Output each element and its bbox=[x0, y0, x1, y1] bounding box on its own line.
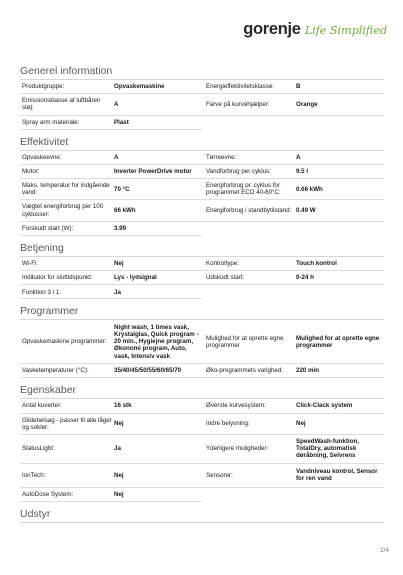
spec-row bbox=[20, 94, 384, 115]
spec-label: Vasketemperaturer (°C): bbox=[22, 367, 89, 375]
spec-value: 66 kWh bbox=[114, 207, 136, 215]
spec-row bbox=[20, 222, 384, 236]
spec-value: Nej bbox=[114, 491, 124, 499]
spec-label: Wi-Fi: bbox=[22, 259, 39, 267]
spec-label: Maks. temperatur for indgående vand: bbox=[22, 182, 110, 197]
spec-value: 16 stk bbox=[114, 402, 132, 410]
spec-label: Opvaskemaskine programmer: bbox=[22, 338, 107, 346]
spec-row bbox=[20, 165, 384, 179]
spec-label: Øko-programmets varighed: bbox=[206, 367, 284, 375]
spec-label: Funktion 3 i 1: bbox=[22, 288, 61, 296]
spec-row bbox=[20, 116, 384, 130]
spec-value: A bbox=[114, 153, 119, 161]
spec-value: Inverter PowerDrive motor bbox=[114, 167, 192, 175]
section-title: Udstyr bbox=[20, 506, 384, 523]
spec-row bbox=[20, 414, 384, 435]
section-title: Egenskaber bbox=[20, 382, 384, 399]
spec-value: Nej bbox=[296, 420, 306, 428]
spec-value: SpeedWash-funktion, TotalDry, automatisk døråbning, Selvrens bbox=[296, 438, 360, 460]
spec-table bbox=[20, 80, 384, 130]
spec-value: Opvaskemaskine bbox=[114, 83, 165, 90]
spec-row bbox=[20, 399, 384, 413]
section-title: Effektivitet bbox=[20, 134, 384, 151]
spec-value: 9.5 l bbox=[296, 167, 309, 175]
spec-table bbox=[20, 257, 384, 299]
spec-row bbox=[20, 151, 384, 165]
spec-label: Glidebelsag - passer til alle låger og sokler: bbox=[22, 416, 112, 431]
spec-value: Nej bbox=[114, 471, 124, 479]
spec-value: Ja bbox=[114, 445, 121, 453]
spec-value bbox=[294, 285, 384, 299]
spec-row bbox=[20, 320, 384, 364]
spec-value: Click-Clack system bbox=[296, 402, 353, 410]
spec-row bbox=[20, 364, 384, 378]
spec-label bbox=[202, 488, 294, 502]
spec-label: Kontroltype: bbox=[206, 259, 240, 267]
spec-sheet bbox=[20, 63, 384, 523]
spec-label: Motor: bbox=[22, 167, 40, 175]
spec-label: Indre belysning: bbox=[206, 420, 250, 428]
spec-label: Indikator for sluttidspunkt: bbox=[22, 274, 93, 282]
spec-label: Udskudt start: bbox=[206, 274, 245, 282]
spec-value: 220 min bbox=[296, 367, 320, 375]
spec-value: 0-24 h bbox=[296, 274, 314, 282]
spec-row bbox=[20, 271, 384, 285]
spec-value: Nej bbox=[114, 420, 124, 428]
spec-table bbox=[20, 320, 384, 378]
spec-label: Spray arm materiale: bbox=[22, 119, 80, 126]
spec-label: StatusLight: bbox=[22, 445, 55, 453]
spec-label: Yderligere muligheder: bbox=[206, 445, 269, 453]
section-title: Betjening bbox=[20, 240, 384, 257]
spec-label: Energiforbrug pr. cyklus for programmet ECO 40-60°C: bbox=[206, 182, 281, 197]
spec-row bbox=[20, 179, 384, 200]
brand-name: gorenje bbox=[243, 20, 301, 38]
spec-value: Mulighed for at oprette egne programmer bbox=[296, 334, 380, 349]
spec-value: Ja bbox=[114, 288, 121, 296]
spec-value: Lys - lydsignal bbox=[114, 274, 157, 282]
spec-label: Produktgruppe: bbox=[22, 83, 65, 90]
spec-label: Emissionsklasse af luftbåren støj: bbox=[22, 97, 101, 112]
spec-label: Opvaskeevne: bbox=[22, 153, 62, 161]
spec-label: Sensorer: bbox=[206, 471, 233, 479]
spec-label: AutoDose System: bbox=[22, 491, 74, 499]
spec-value bbox=[294, 116, 384, 130]
spec-table bbox=[20, 399, 384, 501]
spec-value: 70 °C bbox=[114, 185, 130, 193]
spec-label: Energiforbrug i standbytilstand: bbox=[206, 207, 292, 215]
spec-value: Plast bbox=[114, 119, 129, 126]
brand-tagline: Life Simplified bbox=[304, 23, 387, 37]
spec-label: Antal kuverter: bbox=[22, 402, 62, 410]
spec-value bbox=[294, 488, 384, 502]
spec-value: A bbox=[296, 153, 301, 161]
spec-label: Vandforbrug per cyklus: bbox=[206, 167, 271, 175]
spec-label: Mulighed for at oprette egne programmer bbox=[206, 334, 284, 349]
spec-value: Nej bbox=[114, 259, 124, 267]
page-number: 2/4 bbox=[379, 547, 389, 554]
spec-label bbox=[202, 222, 294, 236]
spec-label: Forskudt start (W): bbox=[22, 225, 74, 233]
spec-value: 0.66 kWh bbox=[296, 185, 323, 193]
spec-value: Vandniveau kontrol, Sensor for ren vand bbox=[296, 467, 378, 483]
spec-row bbox=[20, 435, 384, 464]
spec-row bbox=[20, 464, 384, 488]
spec-label: Øverste kurvesystem: bbox=[206, 402, 266, 410]
spec-label: Farve på kurvehjælper: bbox=[206, 100, 270, 108]
spec-label: Vægtet energiforbrug per 100 cyklusser: bbox=[22, 203, 104, 218]
spec-value: Night wash, 1 times vask, Krystalglas, Quick program - 20 min., Hygiejne program, Økonomi program, Auto, vask, Intensiv vask bbox=[114, 323, 199, 360]
spec-value bbox=[294, 222, 384, 236]
spec-label bbox=[202, 116, 294, 130]
section-title: Programmer bbox=[20, 303, 384, 320]
spec-value: 3.99 bbox=[114, 225, 127, 233]
spec-row bbox=[20, 488, 384, 502]
spec-row bbox=[20, 257, 384, 271]
section-title: Generel information bbox=[20, 63, 384, 80]
spec-label: Tørreevne: bbox=[206, 153, 237, 161]
spec-value: B bbox=[296, 83, 301, 90]
spec-label: Energieffektivitetsklasse: bbox=[206, 83, 274, 90]
spec-label bbox=[202, 285, 294, 299]
spec-value: Orange bbox=[296, 100, 318, 108]
spec-value: 35/40/45/50/55/60/65/70 bbox=[114, 367, 182, 375]
brand-logo bbox=[243, 20, 387, 38]
spec-value: Touch kontrol bbox=[296, 259, 337, 267]
spec-label: IonTech: bbox=[22, 471, 46, 479]
spec-table bbox=[20, 151, 384, 236]
spec-value: A bbox=[114, 100, 119, 108]
spec-value: 0.49 W bbox=[296, 207, 316, 215]
spec-row bbox=[20, 80, 384, 94]
spec-row bbox=[20, 200, 384, 221]
spec-row bbox=[20, 285, 384, 299]
